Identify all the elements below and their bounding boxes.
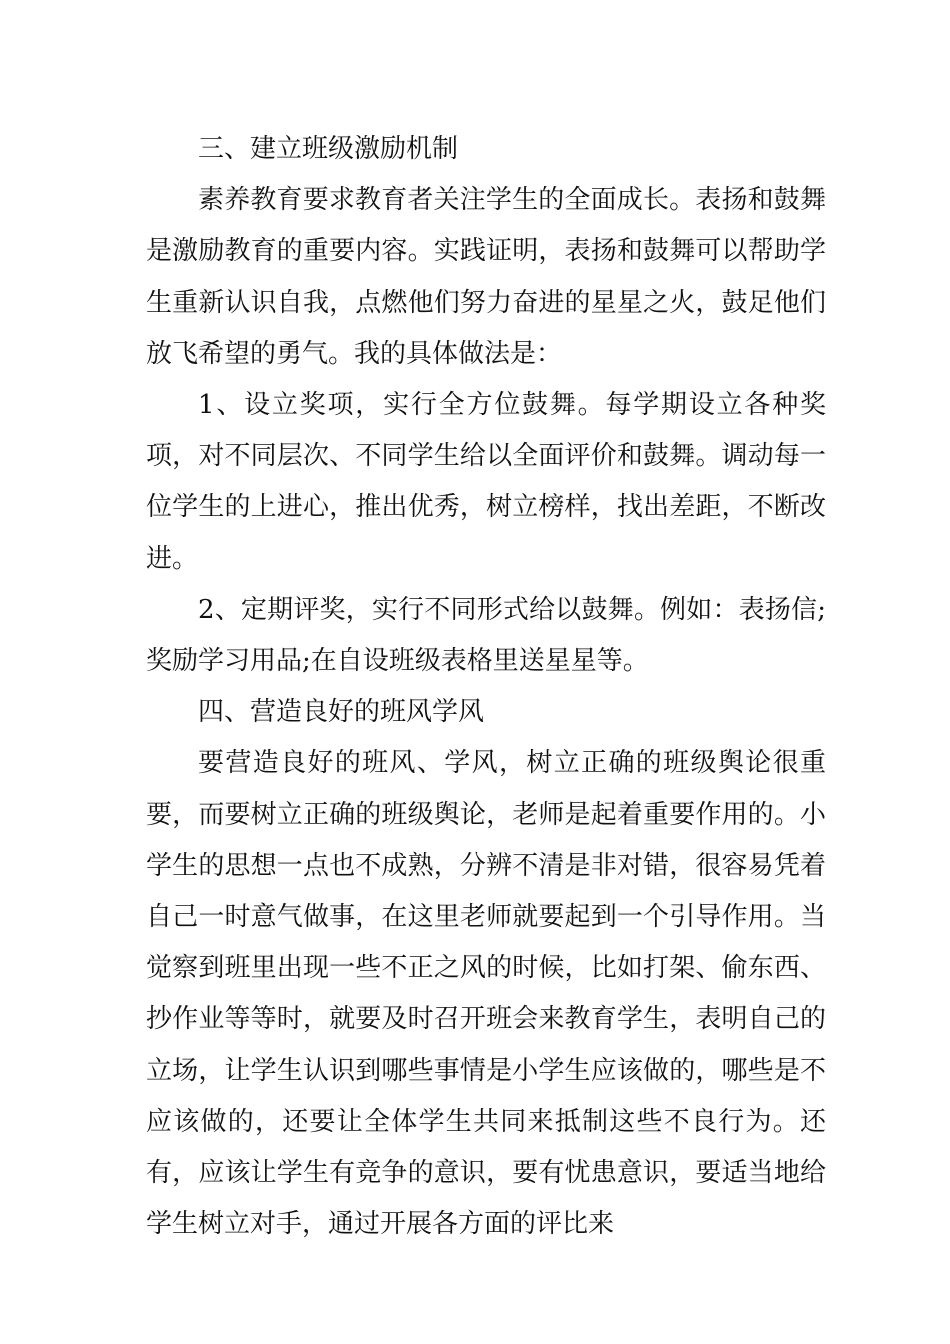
section-heading-incentive: 三、建立班级激励机制 bbox=[198, 134, 459, 164]
paragraph-class-style: 要营造良好的班风、学风，树立正确的班级舆论很重要，而要树立正确的班级舆论，老师是起着重要作用的。小学生的思想一点也不成熟，分辨不清是非对错，很容易凭着自己一时意气做事，在这里老师就要起到一个引导作用。当觉察到班里出现一些不正之风的时候，比如打架、偷东西、抄作业等等时，就要及时召开班会来教育学生，表明自己的立场，让学生认识到哪些事情是小学生应该做的，哪些是不应该做的，还要让全体学生共同来抵制这些不良行为。还有，应该让学生有竞争的意识，要有忧患意识，要适当地给学生树立对手，通过开展各方面的评比来 bbox=[146, 748, 826, 1240]
paragraph-item-1: 1、设立奖项，实行全方位鼓舞。每学期设立各种奖项，对不同层次、不同学生给以全面评价和鼓舞。调动每一位学生的上进心，推出优秀，树立榜样，找出差距，不断改进。 bbox=[146, 390, 826, 574]
paragraph-intro-incentive: 素养教育要求教育者关注学生的全面成长。表扬和鼓舞是激励教育的重要内容。实践证明，表扬和鼓舞可以帮助学生重新认识自我，点燃他们努力奋进的星星之火，鼓足他们放飞希望的勇气。我的具体做法是： bbox=[146, 185, 826, 369]
paragraph-item-2: 2、定期评奖，实行不同形式给以鼓舞。例如：表扬信;奖励学习用品;在自设班级表格里送星星等。 bbox=[146, 594, 826, 677]
section-heading-class-style: 四、营造良好的班风学风 bbox=[198, 697, 485, 728]
document-body bbox=[146, 124, 826, 1250]
